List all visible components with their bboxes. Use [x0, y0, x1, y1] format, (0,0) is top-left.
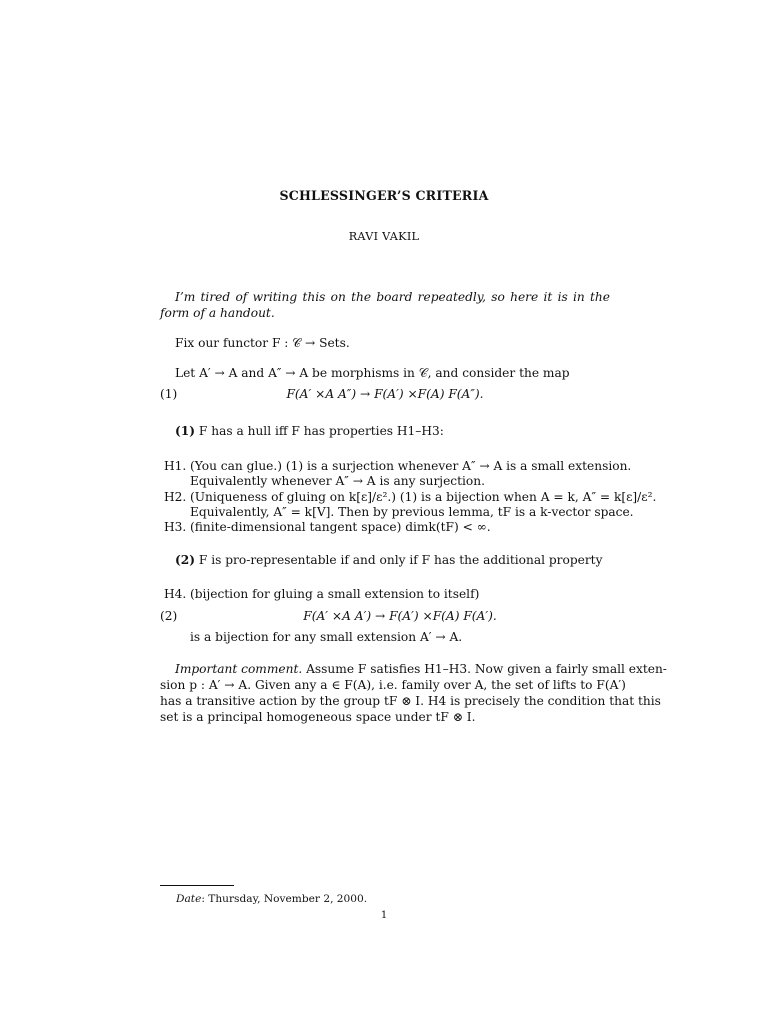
h1-item — [164, 459, 632, 475]
h2-item — [164, 490, 657, 506]
h3-label: H3. — [164, 520, 187, 534]
h4-label: H4. — [164, 587, 187, 601]
statement-2 — [175, 553, 610, 569]
comment-line1-text: Assume F satisfies H1–H3. Now given a fairly small exten- — [306, 662, 667, 676]
footnote-text: : Thursday, November 2, 2000. — [201, 893, 368, 905]
intro-paragraph: I’m tired of writing this on the board repeatedly, so here it is in the form of a handout. — [160, 290, 610, 320]
page-number: 1 — [380, 910, 388, 921]
author-name: RAVI VAKIL — [348, 230, 420, 243]
equation-2-after: is a bijection for any small extension A′ → A. — [190, 630, 463, 644]
statement-1 — [175, 424, 610, 440]
comment-lead: Important comment. — [175, 662, 303, 676]
equation-2: F(A′ ×A A′) → F(A′) ×F(A) F(A′). — [303, 609, 497, 623]
h1-line1: (You can glue.) (1) is a surjection whenever A″ → A is a small extension. — [190, 459, 632, 473]
footnote — [176, 892, 367, 908]
comment-line-2: sion p : A′ → A. Given any a ∈ F(A), i.e. family over A, the set of lifts to F(A′) — [160, 678, 626, 692]
h1-line2: Equivalently whenever A″ → A is any surjection. — [190, 474, 485, 488]
h2-label: H2. — [164, 490, 187, 504]
statement-2-label: (2) — [175, 553, 196, 567]
h3-item — [164, 520, 614, 536]
statement-1-label: (1) — [175, 424, 196, 438]
paper-title: SCHLESSINGER’S CRITERIA — [279, 188, 489, 203]
equation-2-number: (2) — [160, 609, 178, 623]
comment-line-4: set is a principal homogeneous space under tF ⊗ I. — [160, 710, 476, 724]
footnote-rule — [160, 885, 234, 886]
comment-line-1 — [175, 662, 667, 678]
fix-functor-line: Fix our functor F : 𝒞 → Sets. — [175, 336, 350, 350]
h3-line1: (finite-dimensional tangent space) dimk(tF) < ∞. — [190, 520, 491, 534]
h2-line1: (Uniqueness of gluing on k[ε]/ε².) (1) is a bijection when A = k, A″ = k[ε]/ε². — [190, 490, 657, 504]
footnote-label: Date — [176, 893, 202, 905]
statement-2-text: F is pro-representable if and only if F has the additional property — [198, 553, 603, 567]
equation-1-number: (1) — [160, 387, 178, 401]
let-line: Let A′ → A and A″ → A be morphisms in 𝒞, and consider the map — [175, 366, 570, 380]
h2-line2: Equivalently, A″ = k[V]. Then by previous lemma, tF is a k-vector space. — [190, 505, 634, 519]
h1-label: H1. — [164, 459, 187, 473]
statement-1-text: F has a hull iff F has properties H1–H3: — [198, 424, 444, 438]
comment-line-3: has a transitive action by the group tF ⊗ I. H4 is precisely the condition that this — [160, 694, 661, 708]
h4-item — [164, 587, 614, 603]
h4-line1: (bijection for gluing a small extension to itself) — [190, 587, 480, 601]
equation-1: F(A′ ×A A″) → F(A′) ×F(A) F(A″). — [286, 387, 484, 401]
